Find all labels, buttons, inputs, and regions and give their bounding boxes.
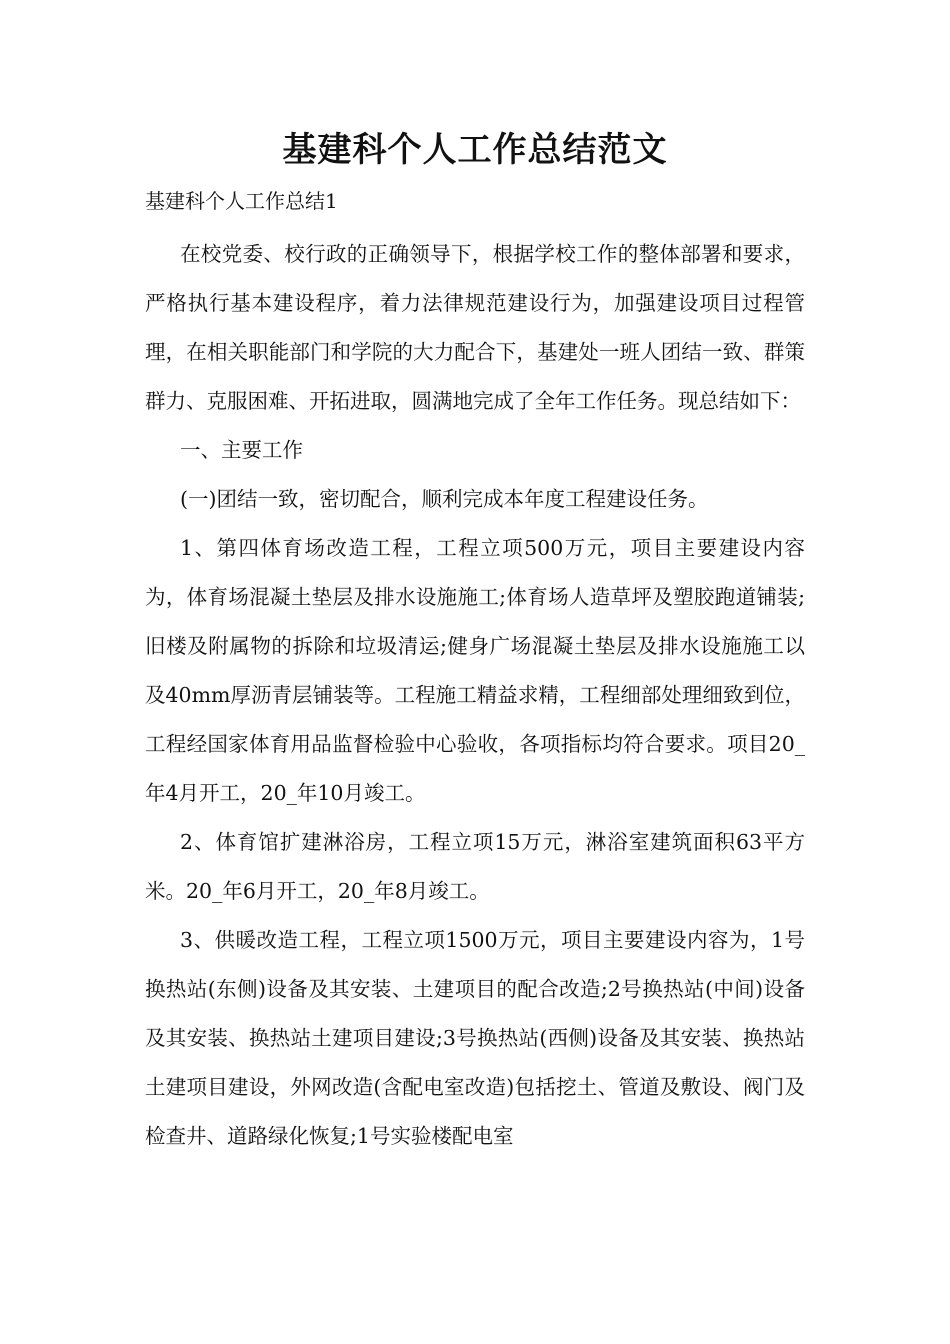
paragraph-intro: 在校党委、校行政的正确领导下，根据学校工作的整体部署和要求，严格执行基本建设程序，着力法律规范建设行为，加强建设项目过程管理，在相关职能部门和学院的大力配合下，基建处一班人团结一致、群策群力、克服困难、开拓进取，圆满地完成了全年工作任务。现总结如下： bbox=[145, 242, 805, 413]
section-heading-main-work: 一、主要工作 bbox=[180, 438, 303, 462]
paragraph-item-2: 2、体育馆扩建淋浴房，工程立项15万元，淋浴室建筑面积63平方米。20_年6月开工，20_年8月竣工。 bbox=[145, 830, 805, 903]
paragraph-item-1: 1、第四体育场改造工程，工程立项500万元，项目主要建设内容为，体育场混凝土垫层及排水设施施工;体育场人造草坪及塑胶跑道铺装;旧楼及附属物的拆除和垃圾清运;健身广场混凝土垫层及排水设施施工以及40mm厚沥青层铺装等。工程施工精益求精，工程细部处理细致到位，工程经国家体育用品监督检验中心验收，各项指标均符合要求。项目20_年4月开工，20_年10月竣工。 bbox=[145, 536, 805, 805]
document-title: 基建科个人工作总结范文 bbox=[282, 130, 668, 170]
document-body bbox=[145, 230, 805, 1161]
document-subtitle: 基建科个人工作总结1 bbox=[145, 189, 338, 213]
paragraph-item-3: 3、供暖改造工程，工程立项1500万元，项目主要建设内容为，1号换热站(东侧)设备及其安装、土建项目的配合改造;2号换热站(中间)设备及其安装、换热站土建项目建设;3号换热站(西侧)设备及其安装、换热站土建项目建设，外网改造(含配电室改造)包括挖土、管道及敷设、阀门及检查井、道路绿化恢复;1号实验楼配电室 bbox=[145, 928, 805, 1148]
subsection-heading: (一)团结一致，密切配合，顺利完成本年度工程建设任务。 bbox=[180, 487, 709, 511]
